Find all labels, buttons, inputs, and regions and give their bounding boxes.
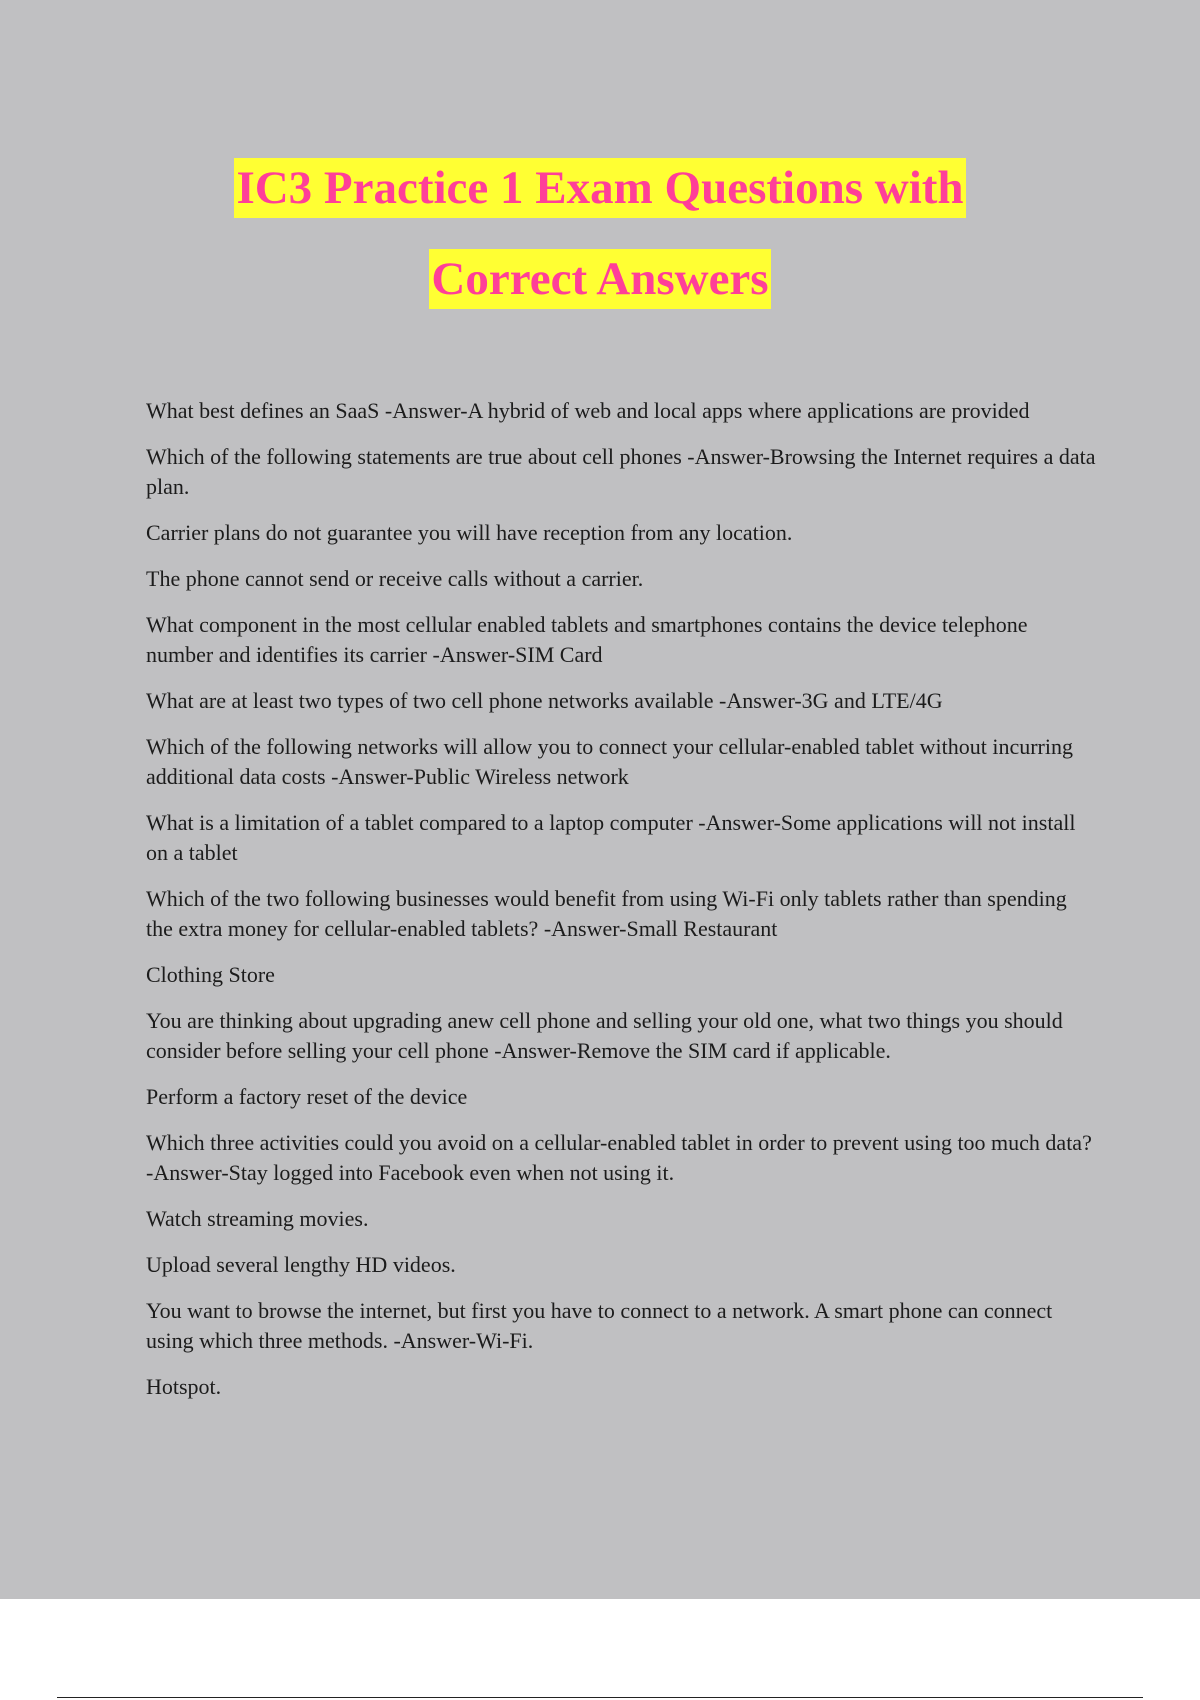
document-body [146,396,1096,1418]
paragraph: What are at least two types of two cell phone networks available -Answer-3G and LTE/4G [146,688,943,713]
paragraph: You are thinking about upgrading anew cell phone and selling your old one, what two things you should consider before selling your cell phone -Answer-Remove the SIM card if applicable. [146,1008,1063,1063]
paragraph: Which of the following networks will allow you to connect your cellular-enabled tablet without incurring additional data costs -Answer-Public Wireless network [146,734,1073,789]
paragraph: Carrier plans do not guarantee you will have reception from any location. [146,520,793,545]
paragraph: What component in the most cellular enabled tablets and smartphones contains the device telephone number and identifies its carrier -Answer-SIM Card [146,612,1028,667]
paragraph: Which of the following statements are true about cell phones -Answer-Browsing the Internet requires a data plan. [146,444,1096,499]
title-line-2: Correct Answers [429,249,770,309]
paragraph: You want to browse the internet, but first you have to connect to a network. A smart phone can connect using which three methods. -Answer-Wi-Fi. [146,1298,1053,1353]
footer-divider [57,1697,1143,1698]
paragraph: Which three activities could you avoid on a cellular-enabled tablet in order to prevent using too much data? -Answer-Stay logged into Facebook even when not using it. [146,1130,1092,1185]
paragraph: Which of the two following businesses would benefit from using Wi-Fi only tablets rather than spending the extra money for cellular-enabled tablets? -Answer-Small Restaurant [146,886,1067,941]
paragraph: Clothing Store [146,962,275,987]
paragraph: Upload several lengthy HD videos. [146,1252,456,1277]
title-line-1: IC3 Practice 1 Exam Questions with [234,158,965,218]
paragraph: The phone cannot send or receive calls without a carrier. [146,566,644,591]
paragraph: Watch streaming movies. [146,1206,369,1231]
paragraph: Hotspot. [146,1374,222,1399]
paragraph: What best defines an SaaS -Answer-A hybrid of web and local apps where applications are provided [146,398,1030,423]
paragraph: Perform a factory reset of the device [146,1084,468,1109]
document-title [0,158,1200,309]
paragraph: What is a limitation of a tablet compared to a laptop computer -Answer-Some applications will not install on a tablet [146,810,1076,865]
